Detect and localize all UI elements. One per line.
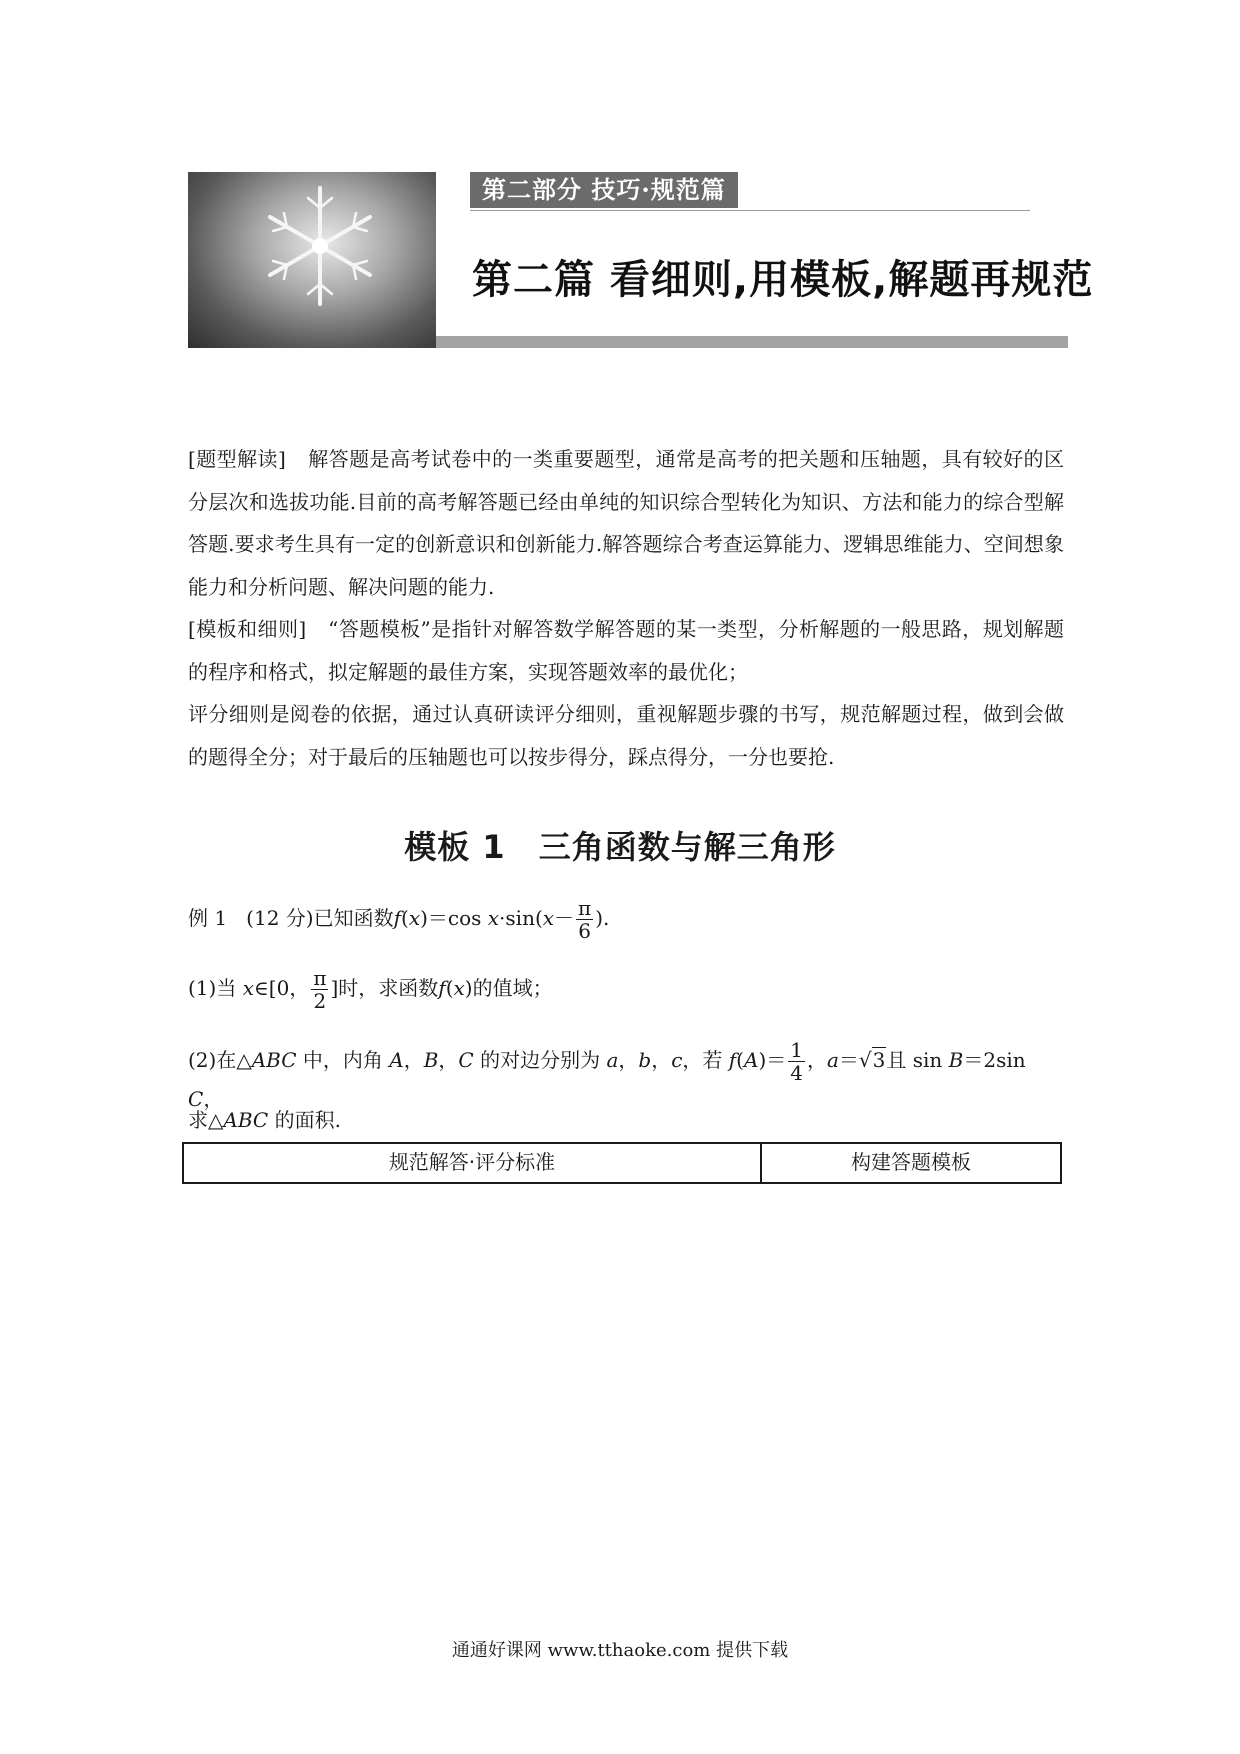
fraction-pi-over-2: $\frac{\pi}{2}$	[313, 966, 327, 1013]
example-question-1: (1)当 x∈[0， $\frac{\pi}{2}$ ]时，求函数f(x)的值域；	[188, 966, 553, 1013]
intro-paragraph-1	[188, 438, 1064, 608]
chapter-title: 第二篇 看细则,用模板,解题再规范	[472, 257, 1094, 303]
page-footer: 通通好课网 www.tthaoke.com 提供下载	[451, 1640, 789, 1661]
example-label: 例 1	[188, 906, 228, 930]
sqrt-3: √3	[858, 1048, 886, 1072]
intro-tag-template: [模板和细则]	[188, 617, 307, 641]
intro-paragraph-3	[188, 693, 1064, 778]
example-question-2: (2)在△ABC 中，内角 A，B，C 的对边分别为 a，b，c，若 f(A)＝ $\frac{1}{4}$ ，a＝√3且 sin B＝2sin C，	[188, 1038, 1026, 1111]
intro-text-1: 解答题是高考试卷中的一类重要题型，通常是高考的把关题和压轴题，具有较好的区分层次和选拔功能.目前的高考解答题已经由单纯的知识综合型转化为知识、方法和能力的综合型解答题.要求考生具有一定的创新意识和创新能力.解答题综合考查运算能力、逻辑思维能力、空间想象能力和分析问题、解决问题的能力.	[188, 447, 1064, 599]
example-points: (12 分)已知函数	[246, 906, 394, 930]
example-question-2-cont: 求△ABC 的面积.	[188, 1108, 341, 1132]
part-label: 第二部分 技巧·规范篇	[470, 172, 738, 208]
answer-table-header-right: 构建答题模板	[851, 1150, 971, 1174]
snowflake-photo	[188, 172, 436, 348]
example-line-1: 例 1 (12 分)已知函数f(x)＝cos x·sin(x－ $\frac{\pi}{6}$ ).	[188, 896, 610, 943]
snowflake-icon	[188, 172, 436, 348]
intro-paragraph-2	[188, 608, 1064, 693]
template-title: 模板 1 三角函数与解三角形	[404, 828, 836, 866]
answer-table	[182, 1142, 1062, 1184]
intro-tag-question-type: [题型解读]	[188, 447, 286, 471]
intro-text-3: 评分细则是阅卷的依据，通过认真研读评分细则，重视解题步骤的书写，规范解题过程，做到会做的题得全分；对于最后的压轴题也可以按步得分，踩点得分，一分也要抢.	[188, 702, 1064, 769]
intro-text-2: “答题模板”是指针对解答数学解答题的某一类型，分析解题的一般思路，规划解题的程序和格式，拟定解题的最佳方案，实现答题效率的最优化；	[188, 617, 1064, 684]
banner-divider	[470, 210, 1030, 211]
fraction-pi-over-6: $\frac{\pi}{6}$	[578, 896, 592, 943]
answer-table-header-left: 规范解答·评分标准	[184, 1144, 762, 1182]
chapter-banner	[188, 172, 1094, 348]
fraction-one-quarter: $\frac{1}{4}$	[790, 1038, 803, 1085]
intro-section	[188, 438, 1064, 778]
banner-bottom-bar	[436, 336, 1068, 348]
